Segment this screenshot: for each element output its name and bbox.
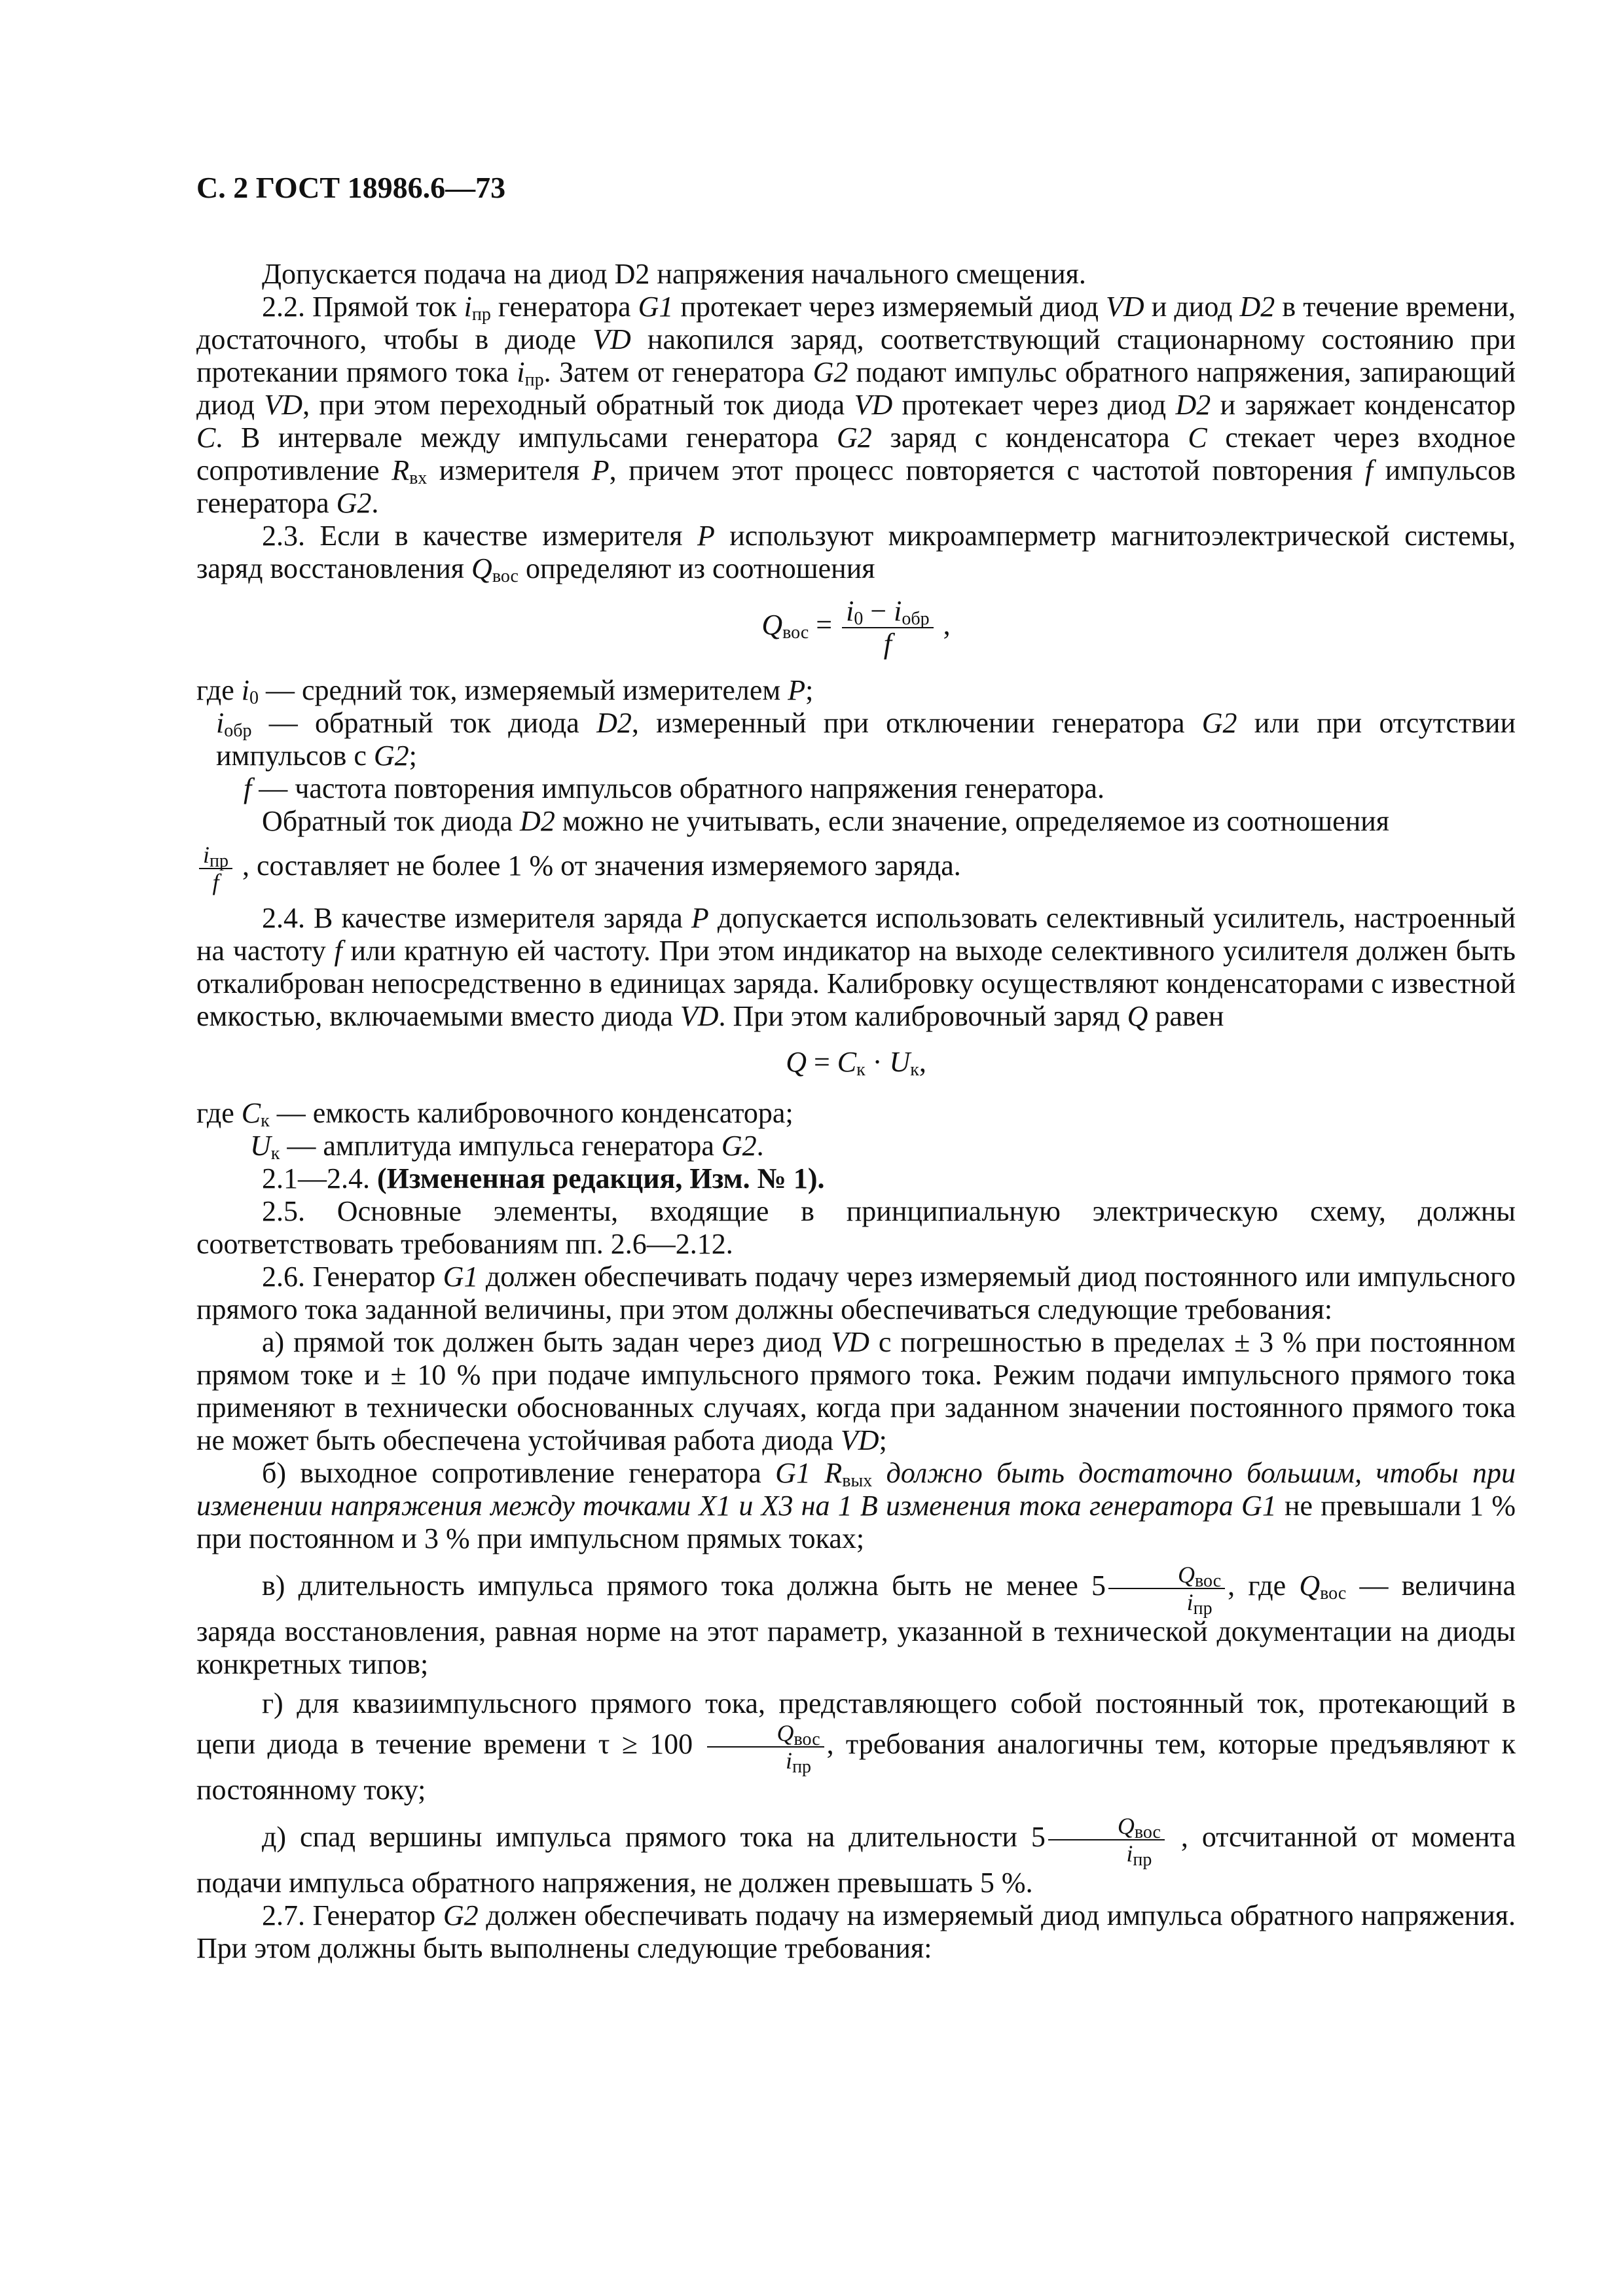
item-v: в) длительность импульса прямого тока должна быть не менее 5 $\frac{Q_{вос}}{i_{пр}}$ , где $Q_{вос}$ — величина заряда восстановления, равная норме на этот параметр, указанной в технической документации на диоды конкретных типов;: [196, 1562, 1516, 1680]
definition-ck: где $C_к$ — емкость калибровочного конденсатора;: [196, 1097, 793, 1131]
item-a: а) прямой ток должен быть задан через диод VD с погрешностью в пределах ± 3 % при постоянном прямом токе и ± 10 % при подаче импульсного прямого тока. Режим подачи импульсного прямого тока применяют в технически обоснованных случаях, когда при заданном значении постоянного прямого тока не может быть обеспечена устойчивая работа диода VD;: [196, 1326, 1516, 1456]
definitions-list-1: [196, 674, 1516, 805]
paragraph-ratio-note: $\frac{i_{пр}}{f}$ , составляет не более 1 % от значения измеряемого заряда.: [196, 842, 1516, 895]
item-g: г) для квазиимпульсного прямого тока, представляющего собой постоянный ток, протекающий в цепи диода в течение времени τ ≥ 100 $\frac{Q_{вос}}{i_{пр}}$ , требования аналогичны тем, которые предъявляют к постоянному току;: [196, 1687, 1516, 1806]
definition-f: f — частота повторения импульсов обратного напряжения генератора.: [244, 772, 1104, 804]
paragraph-2-6: 2.6. Генератор G1 должен обеспечивать подачу через измеряемый диод постоянного или импульсного прямого тока заданной величины, при этом должны обеспечиваться следующие требования:: [196, 1261, 1516, 1325]
formula-calibration-charge: $Q = C_к \cdot U_к$,: [786, 1046, 926, 1080]
item-d: д) спад вершины импульса прямого тока на длительности 5 $\frac{Q_{вос}}{i_{пр}}$ , отсчитанной от момента подачи импульса обратного напряжения, не должен превышать 5 %.: [196, 1813, 1516, 1899]
formula-recovery-charge: $Q_{вос}$ = $\frac{i_0 - i_{обр}}{f}$ ,: [761, 595, 951, 660]
paragraph-2-3: 2.3. Если в качестве измерителя P используют микроамперметр магнитоэлектрической системы, заряд восстановления $Q_{вос}$ определяют из соотношения: [196, 520, 1516, 586]
amendment-note: 2.1—2.4. (Измененная редакция, Изм. № 1).: [262, 1162, 825, 1194]
fraction: $\frac{Q_{вос}}{i_{пр}}$: [707, 1720, 824, 1774]
document-page: [196, 171, 1516, 1965]
page-header: С. 2 ГОСТ 18986.6—73: [196, 171, 506, 204]
item-b: б) выходное сопротивление генератора G1 $R_{вых}$ должно быть достаточно большим, чтобы при изменении напряжения между точками X1 и X3 на 1 В изменения тока генератора G1 не превышали 1 % при постоянном и 3 % при импульсном прямых токах;: [196, 1457, 1516, 1554]
paragraph-reverse-current-note: Обратный ток диода D2 можно не учитывать, если значение, определяемое из соотношения: [262, 805, 1390, 837]
paragraph-2-4: 2.4. В качестве измерителя заряда P допускается использовать селективный усилитель, настроенный на частоту f или кратную ей частоту. При этом индикатор на выходе селективного усилителя должен быть откалиброван непосредственно в единицах заряда. Калибровку осуществляют конденсаторами с известной емкостью, включаемыми вместо диода VD. При этом калибровочный заряд Q равен: [196, 902, 1516, 1032]
fraction: $\frac{Q_{вос}}{i_{пр}}$: [1108, 1562, 1225, 1615]
definition-iobr: $i_{обр}$ — обратный ток диода D2, измеренный при отключении генератора G2 или при отсутствии импульсов с G2;: [216, 707, 1516, 772]
fraction: $\frac{i_{пр}}{f}$: [199, 842, 232, 895]
paragraph-2-5: 2.5. Основные элементы, входящие в принципиальную электрическую схему, должны соответствовать требованиям пп. 2.6—2.12.: [196, 1195, 1516, 1260]
definitions-list-2: [196, 1097, 1516, 1162]
definition-uk: $U_к$ — амплитуда импульса генератора G2.: [250, 1130, 764, 1164]
paragraph-2-7: 2.7. Генератор G2 должен обеспечивать подачу на измеряемый диод импульса обратного напряжения. При этом должны быть выполнены следующие требования:: [196, 1899, 1516, 1964]
fraction: $\frac{Q_{вос}}{i_{пр}}$: [1048, 1813, 1165, 1867]
paragraph-2-2: 2.2. Прямой ток $i_{пр}$ генератора G1 протекает через измеряемый диод VD и диод D2 в течение времени, достаточного, чтобы в диоде VD накопился заряд, соответствующий стационарному состоянию при протекании прямого тока $i_{пр}$. Затем от генератора G2 подают импульс обратного напряжения, запирающий диод VD, при этом переходный обратный ток диода VD протекает через диод D2 и заряжает конденсатор C. В интервале между импульсами генератора G2 заряд с конденсатора C стекает через входное сопротивление $R_{вх}$ измерителя P, причем этот процесс повторяется с частотой повторения f импульсов генератора G2.: [196, 291, 1516, 519]
fraction: $\frac{i_0 - i_{обр}}{f}$: [842, 596, 934, 660]
definition-i0: где $i_0$ — средний ток, измеряемый измерителем P;: [196, 674, 814, 708]
paragraph-initial-bias: Допускается подача на диод D2 напряжения начального смещения.: [262, 258, 1086, 290]
